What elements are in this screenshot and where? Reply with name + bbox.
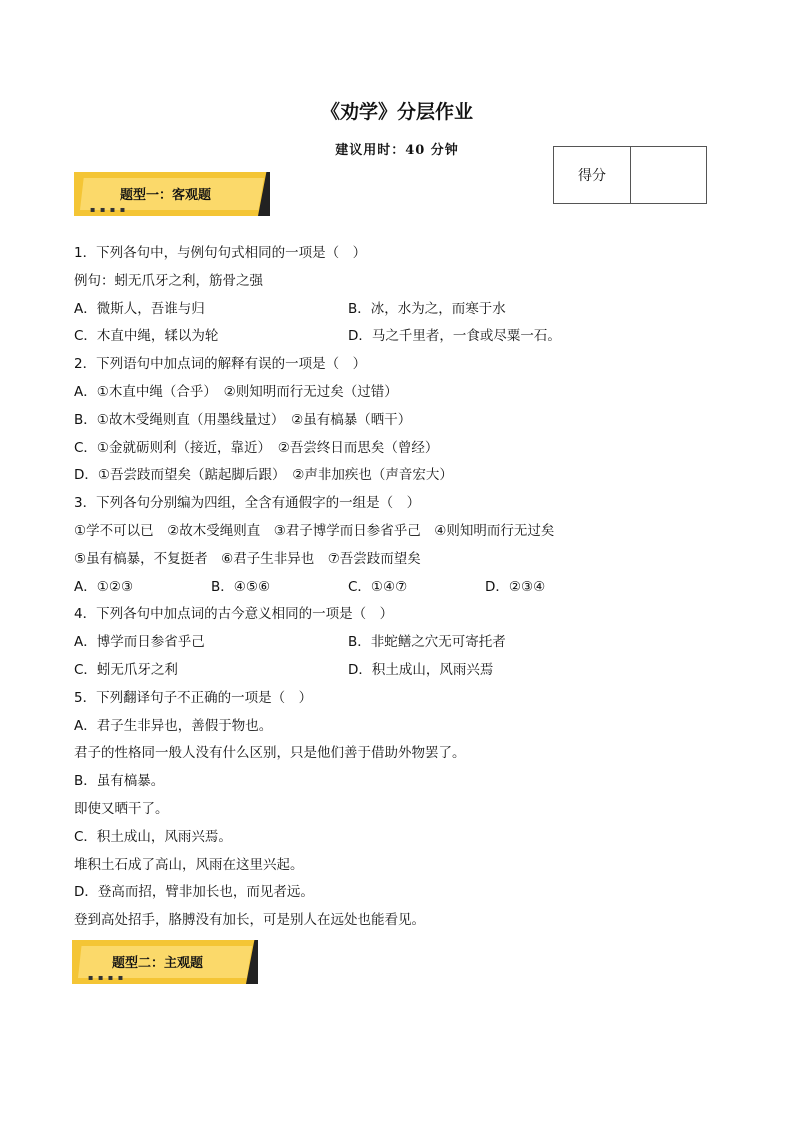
option: B．非蛇鳝之穴无可寄托者 [348,634,506,651]
option: A．①②③ [74,578,134,595]
question-line: B．虽有槁暴。 [74,773,165,790]
question-line: 登到高处招手，胳膊没有加长，可是别人在远处也能看见。 [74,912,425,929]
option-row [74,657,734,685]
banner-dots-decoration: ▪ ▪ ▪ ▪ [90,205,127,214]
banner-dots-decoration: ▪ ▪ ▪ ▪ [88,973,125,982]
question-example: 例句：蚓无爪牙之利，筋骨之强 [74,272,263,289]
option: C．蚓无爪牙之利 [74,661,178,678]
question-stem: 5．下列翻译句子不正确的一项是（ ） [74,689,313,706]
question-line: ⑤虽有槁暴，不复挺者 ⑥君子生非异也 ⑦吾尝跂而望矣 [74,550,421,567]
question-line: C．积土成山，风雨兴焉。 [74,828,232,845]
option: C．①金就砺则利（接近，靠近） ②吾尝终日而思矣（曾经） [74,439,439,456]
option: B．④⑤⑥ [211,578,271,595]
section-title: 题型二：主观题 [112,956,204,971]
question-line: 堆积土石成了高山，风雨在这里兴起。 [74,856,304,873]
question-line: A．君子生非异也，善假于物也。 [74,717,273,734]
option-row [74,296,734,324]
question-stem: 1．下列各句中，与例句句式相同的一项是（ ） [74,245,367,261]
option: A．①木直中绳（合乎） ②则知明而行无过矣（过错） [74,383,398,400]
option: D．②③④ [485,578,546,595]
question-line: 君子的性格同一般人没有什么区别，只是他们善于借助外物罢了。 [74,745,466,762]
option: A．微斯人，吾谁与归 [74,300,205,317]
option-row [74,574,734,602]
question-content [74,240,734,935]
suggested-time: 建议用时：40 分钟 [335,143,459,158]
question-line: D．登高而招，臂非加长也，而见者远。 [74,884,314,901]
page-title: 《劝学》分层作业 [320,101,473,123]
option: D．①吾尝跂而望矣（踮起脚后跟） ②声非加疾也（声音宏大） [74,467,453,484]
option: C．①④⑦ [348,578,408,595]
score-value-field[interactable] [631,147,706,203]
question-stem: 3．下列各句分别编为四组，全含有通假字的一组是（ ） [74,495,421,512]
option: C．木直中绳，𫐓以为轮 [74,328,219,345]
option-row [74,629,734,657]
question-stem: 4．下列各句中加点词的古今意义相同的一项是（ ） [74,606,394,623]
section-title: 题型一：客观题 [120,188,212,203]
option: A．博学而日参省乎己 [74,634,205,651]
question-stem: 2．下列语句中加点词的解释有误的一项是（ ） [74,356,367,373]
score-box [553,146,707,204]
question-line: 即使又晒干了。 [74,800,169,817]
option: B．①故木受绳则直（用墨线量过） ②虽有槁暴（晒干） [74,411,412,428]
section-banner-subjective [72,940,258,984]
option: B．冰，水为之，而寒于水 [348,300,506,317]
score-label: 得分 [554,147,631,203]
option: D．积土成山，风雨兴焉 [348,661,494,678]
section-banner-objective [74,172,270,216]
option-row [74,323,734,351]
question-line: ①学不可以已 ②故木受绳则直 ③君子博学而日参省乎己 ④则知明而行无过矣 [74,522,555,539]
option: D．马之千里者，一食或尽粟一石。 [348,328,561,345]
